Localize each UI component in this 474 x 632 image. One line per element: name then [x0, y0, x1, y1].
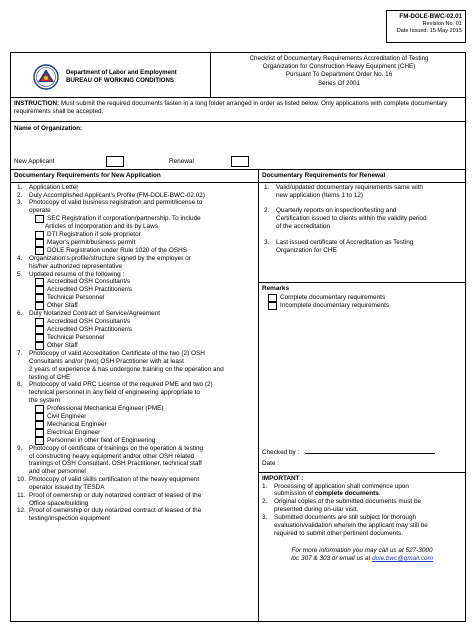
item-text: [29, 507, 201, 523]
title-line: Organization for Construction Heavy Equipment (CHE): [262, 63, 416, 71]
remarks-section: [259, 283, 465, 473]
list-item: [17, 239, 255, 247]
form-title: [211, 55, 467, 88]
new-application-heading: Documentary Requirements for New Application: [11, 170, 258, 183]
contact-line: loc 307 & 303 or email us at: [291, 555, 373, 563]
contract-technical-checkbox[interactable]: [35, 334, 44, 342]
item-text: [274, 498, 421, 514]
item-line: testing/inspection equipment: [29, 515, 111, 523]
new-applicant-label: New Applicant: [14, 157, 55, 165]
contract-consultant-checkbox[interactable]: [35, 318, 44, 326]
resume-staff-checkbox[interactable]: [35, 302, 44, 310]
item-text: Electrical Engineer: [47, 428, 101, 436]
title-line: Checklist of Documentary Requirements Accreditation of Testing: [249, 55, 429, 62]
item-line: Photocopy of valid business registration and permit/license to: [29, 199, 203, 207]
item-text: Other Staff: [47, 342, 78, 350]
list-item: 3. Last issued certificate of Accreditation as Testing Organization for CHE: [264, 238, 414, 254]
item-text: DTI Registration if sole proprietor: [47, 230, 141, 238]
item-line: Organization for CHE: [276, 246, 337, 254]
item-text: Other Staff: [47, 302, 78, 310]
item-text: Accredited OSH Consultant/s: [47, 278, 131, 286]
bureau-name: BUREAU OF WORKING CONDITIONS: [66, 76, 174, 84]
list-item: 6. Duly Notarized Contract of Service/Agreement: [17, 310, 161, 318]
list-item: 1. Application Letter: [17, 183, 79, 191]
list-item: 2. Quarterly reports on inspection/testing and Certification issued to clients within the validity period of the accreditation: [264, 207, 427, 231]
item-line: operate: [29, 207, 51, 215]
item-text: DOLE Registration under Rule 1020 of the OSHS: [47, 246, 187, 254]
item-line: operator issued by TESDA: [29, 483, 105, 491]
sec-registration-checkbox[interactable]: [35, 215, 44, 223]
important-label: IMPORTANT :: [262, 474, 304, 482]
item-line: Office space/building: [29, 499, 89, 507]
checked-by-label: Checked by :: [262, 448, 300, 456]
item-text: [276, 184, 423, 200]
item-text: [29, 199, 202, 215]
document-code-box: [386, 10, 466, 43]
list-item: 7. Photocopy of valid Accreditation Certificate of the two (2) OSH Consultants and/or (two) OSH Practitioner with at least 2 years of experience & has undergone training on the operation and testing of CHE: [17, 350, 224, 381]
list-item: [17, 326, 255, 334]
list-item: 9. Photocopy of certificate of trainings on the operation & testing of constructing heavy equipment and/or other OSH related trainings of OSH Consultant, OSH Practitioner, technical staff and other personnel: [17, 444, 204, 476]
important-section: [259, 473, 465, 565]
instruction-text: Must submit the required documents fasten in a long folder arranged in order as listed below. Only applications with complete documentary requirements shall be accepted.: [14, 100, 448, 115]
item-text: [274, 514, 428, 537]
item-line: of the accreditation: [276, 223, 330, 231]
item-line: submission of: [274, 490, 315, 498]
item-line: Photocopy of certificate of trainings on the operation & testing: [29, 444, 204, 452]
checked-by-row: [262, 449, 452, 457]
date-label: Date :: [262, 459, 280, 467]
dole-registration-checkbox[interactable]: [35, 247, 44, 255]
list-item: 1. Valid/updated documentary requirements same with new application (Items 1 to 12): [264, 183, 423, 199]
list-item: [17, 429, 255, 437]
item-text: Mayor's permit/business permit: [47, 238, 136, 246]
list-item: [17, 294, 255, 302]
pme-checkbox[interactable]: [35, 405, 44, 413]
instruction-box: [10, 98, 466, 122]
item-line: presented during on-ular visit.: [274, 506, 359, 514]
item-line: testing of CHE: [29, 373, 71, 381]
item-text: [29, 445, 203, 476]
list-item: [17, 413, 255, 421]
item-text: Complete documentary requirements: [280, 293, 386, 301]
agency-block: [11, 53, 211, 97]
department-name: Department of Labor and Employment: [66, 69, 177, 76]
list-item: [17, 318, 255, 326]
new-application-column: [11, 170, 259, 621]
new-application-list: [11, 183, 258, 523]
item-text: [29, 255, 191, 271]
list-item: [17, 421, 255, 429]
renewal-column: [259, 170, 465, 621]
item-line: his/her authorized representative: [29, 262, 123, 270]
item-text: Duly Notarized Contract of Service/Agreement: [29, 310, 161, 318]
item-text: Civil Engineer: [47, 412, 87, 420]
item-text: Mechanical Engineer: [47, 420, 107, 428]
list-item: 3. Submitted documents are still subject for thorough evaluation/validation wherein the applicant may still be required to submit other pertinent documents.: [262, 513, 428, 537]
item-text: Personnel in other field of Engineering: [47, 436, 156, 444]
item-line: Original copies of the submitted documents must be: [274, 498, 422, 506]
list-item: [17, 437, 255, 445]
item-text: Technical Personnel: [47, 294, 105, 302]
mayors-permit-checkbox[interactable]: [35, 239, 44, 247]
dti-registration-checkbox[interactable]: [35, 231, 44, 239]
list-item: [17, 342, 255, 350]
email-link[interactable]: dole.bwc@gmail.com: [372, 555, 433, 563]
list-item: [17, 215, 255, 223]
item-line: Processing of application shall commence upon: [274, 482, 409, 490]
item-line: Certification issued to clients within the validity period: [276, 215, 427, 223]
resume-technical-checkbox[interactable]: [35, 294, 44, 302]
item-line: new application (Items 1 to 12): [276, 191, 364, 199]
application-type-row: [14, 156, 464, 167]
revision-number: Revision No. 01: [422, 21, 462, 28]
item-text: [276, 239, 413, 255]
item-text: Application Letter: [29, 183, 79, 191]
incomplete-checkbox[interactable]: [268, 302, 277, 310]
item-text: [29, 350, 224, 381]
contact-line: For more information you may call us at 527-3000: [291, 547, 433, 555]
item-text: Incomplete documentary requirements: [280, 301, 390, 309]
list-item: 8. Photocopy of valid PRC License of the required PME and two (2) technical personnel in any field of engineering appropriate to the system: [17, 381, 213, 404]
item-text: Duly Accomplished Applicant's Profile (FM-DOLE-BWC-02.02): [29, 191, 205, 199]
contact-info: [262, 547, 462, 563]
checked-by-field[interactable]: [305, 453, 435, 454]
other-engineering-checkbox[interactable]: [35, 437, 44, 445]
item-line: .: [378, 490, 381, 498]
mechanical-engineer-checkbox[interactable]: [35, 421, 44, 429]
item-text: Technical Personnel: [47, 334, 105, 342]
item-line: 2 years of experience & has undergone training on the operation and: [29, 365, 224, 373]
list-item: [17, 334, 255, 342]
renewal-heading: Documentary Requirements for Renewal: [259, 170, 465, 183]
item-text: Articles of Incorporation and its by Laws: [45, 223, 158, 231]
list-item: 4. Organization's profile/structure signed by the employer or his/her authorized representative: [17, 254, 191, 270]
item-line: Quarterly reports on inspection/testing and: [276, 207, 397, 215]
form-code: FM-DOLE-BWC-02.01: [399, 13, 462, 20]
list-item: 5. Updated resume of the following :: [17, 270, 125, 278]
item-line: Photocopy of valid PRC License of the required PME and two (2): [29, 381, 213, 389]
item-line: trainings of OSH Consultant, OSH Practitioner, technical staff: [29, 460, 202, 468]
item-line: of constructing heavy equipment and/or other OSH related: [29, 452, 195, 460]
list-item: [17, 302, 255, 310]
list-item: [17, 286, 255, 294]
item-text: [29, 476, 199, 492]
title-line: Series Of 2001: [317, 79, 360, 87]
resume-consultant-checkbox[interactable]: [35, 278, 44, 286]
resume-practitioner-checkbox[interactable]: [35, 286, 44, 294]
item-line: required to submit other pertinent documents.: [274, 529, 403, 537]
list-item: [17, 247, 255, 255]
renewal-checkbox[interactable]: [231, 156, 249, 167]
header-box: [10, 52, 466, 98]
item-line: Organization's profile/structure signed by the employer or: [29, 254, 191, 262]
renewal-label: Renewal: [169, 157, 194, 165]
list-item: 2. Duly Accomplished Applicant's Profile (FM-DOLE-BWC-02.02): [17, 191, 205, 199]
item-line: and other personnel: [29, 468, 86, 476]
item-text: [29, 492, 201, 508]
instruction-label: INSTRUCTION:: [14, 100, 60, 107]
item-line: Proof of ownership or duly notarized contract of leased of the: [29, 507, 202, 515]
item-line: Photocopy of valid skills certification of the heavy equipment: [29, 476, 200, 484]
item-text: [276, 207, 427, 230]
item-line: evaluation/validation wherein the applicant may still be: [274, 521, 428, 529]
organization-section: [10, 122, 466, 170]
list-item: 1. Processing of application shall commence upon submission of complete documents.: [262, 482, 409, 498]
contract-practitioner-checkbox[interactable]: [35, 326, 44, 334]
complete-checkbox[interactable]: [268, 294, 277, 302]
list-item: 3. Photocopy of valid business registration and permit/license to operate: [17, 199, 203, 215]
item-line: Valid/updated documentary requirements same with: [276, 183, 423, 191]
item-text: [274, 483, 409, 499]
new-applicant-checkbox[interactable]: [106, 156, 124, 167]
requirements-table: [10, 170, 466, 622]
item-text: Accredited OSH Practitioner/s: [47, 286, 132, 294]
remarks-label: Remarks: [262, 284, 290, 292]
item-line: Consultants and/or (two) OSH Practitioner with at least: [29, 357, 184, 365]
emphasis-text: complete documents: [314, 490, 379, 498]
list-item: 11. Proof of ownership or duly notarized contract of leased of the Office space/building: [17, 491, 202, 507]
contract-staff-checkbox[interactable]: [35, 342, 44, 350]
list-item: [17, 231, 255, 239]
item-line: Photocopy of valid Accreditation Certificate of the two (2) OSH: [29, 350, 205, 358]
agency-name: [66, 69, 177, 85]
date-issued: Date Issued: 15 May 2015: [396, 28, 462, 35]
list-item: [17, 405, 255, 413]
civil-engineer-checkbox[interactable]: [35, 413, 44, 421]
item-text: [29, 381, 213, 404]
organization-name-label: Name of Organization:: [14, 125, 83, 132]
list-item: 10. Photocopy of valid skills certification of the heavy equipment operator issued by TESDA: [17, 476, 200, 491]
item-line: Proof of ownership or duly notarized contract of leased of the: [29, 491, 202, 499]
list-item: [268, 294, 462, 302]
item-text: Accredited OSH Practitioner/s: [47, 326, 132, 334]
list-item: 2. Original copies of the submitted documents must be presented during on-ular visit.: [262, 498, 422, 514]
item-text: Updated resume of the following :: [29, 270, 125, 278]
item-text: Professional Mechanical Engineer (PME): [47, 404, 164, 412]
list-item: 12. Proof of ownership or duly notarized contract of leased of the testing/inspection equipment: [17, 507, 202, 523]
renewal-list: [259, 183, 465, 283]
item-line: the system: [29, 397, 60, 404]
list-item: [268, 302, 462, 310]
item-text: SEC Registration if corporation/partnership. To include: [47, 215, 201, 223]
electrical-engineer-checkbox[interactable]: [35, 429, 44, 437]
item-line: Last issued certificate of Accreditation as Testing: [276, 238, 414, 246]
item-line: technical personnel in any field of engineering appropriate to: [29, 389, 200, 397]
dole-logo-icon: [33, 64, 59, 90]
list-item: [17, 278, 255, 286]
title-line: Pursuant To Department Order No. 16: [285, 71, 393, 79]
item-line: Submitted documents are still subject for thorough: [274, 513, 417, 521]
item-text: Accredited OSH Consultant/s: [47, 318, 131, 326]
